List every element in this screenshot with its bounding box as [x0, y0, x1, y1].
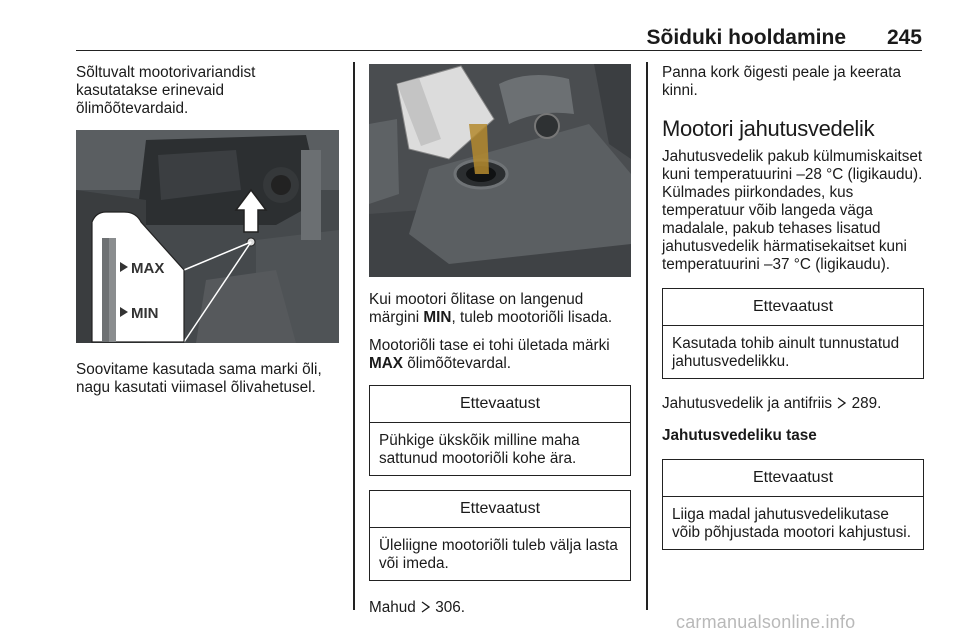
page-reference-icon — [837, 397, 846, 409]
min-level-text-end: , tuleb mootoriõli lisada. — [451, 309, 613, 326]
antifreeze-reference[interactable] — [662, 395, 924, 413]
min-label: MIN — [131, 305, 159, 322]
caution-box — [369, 490, 631, 581]
min-level-text — [369, 291, 631, 327]
subsection-title: Jahutusvedeliku tase — [662, 427, 817, 444]
caution-box — [369, 385, 631, 476]
caution-text: Kasutada tohib ainult tunnustatud jahutusvedelikku. — [672, 335, 900, 370]
header-title: Sõiduki hooldamine — [646, 26, 846, 49]
antifreeze-page: 289. — [851, 395, 882, 412]
column-divider — [353, 62, 355, 610]
watermark: carmanualsonline.info — [676, 612, 856, 632]
oil-fill-image — [369, 64, 631, 277]
caution-box — [662, 459, 924, 550]
capacity-page: 306. — [435, 599, 466, 616]
column-2 — [369, 64, 631, 627]
column-divider — [646, 62, 648, 610]
page-reference-icon — [421, 601, 430, 613]
column-1 — [76, 64, 339, 407]
caution-box — [662, 288, 924, 379]
max-mark: MAX — [369, 355, 403, 372]
min-mark: MIN — [423, 309, 452, 326]
max-level-text-start: Mootoriõli tase ei tohi ületada märki — [369, 337, 610, 354]
capacity-reference[interactable] — [369, 599, 631, 617]
max-label: MAX — [131, 260, 165, 277]
intro-text: Sõltuvalt mootorivariandist kasutatakse erinevaid õlimõõtevardaid. — [76, 64, 256, 117]
coolant-text: Jahutusvedelik pakub külmumiskaitset kuni temperatuurini –28 °C (ligikaudu). Külmades piirkondades, kus temperatuur võib langeda väga madalale, pakub tehases lisatud jahutusvedelik härmatisekaitset kuni temperatuurini –37 °C (ligikaudu). — [662, 148, 923, 273]
caution-title: Ettevaatust — [370, 491, 630, 528]
max-level-text — [369, 337, 631, 373]
capacity-label: Mahud — [369, 599, 416, 616]
close-cap-text: Panna kork õigesti peale ja keerata kinni. — [662, 64, 901, 99]
column-3 — [662, 64, 924, 564]
caution-text: Pühkige ükskõik milline maha sattunud mootoriõli kohe ära. — [379, 432, 580, 467]
recommend-text: Soovitame kasutada sama marki õli, nagu kasutati viimasel õlivahetusel. — [76, 361, 322, 396]
antifreeze-label: Jahutusvedelik ja antifriis — [662, 395, 833, 412]
max-level-text-end: õlimõõtevardal. — [403, 355, 511, 372]
caution-text: Liiga madal jahutusvedelikutase võib põhjustada mootori kahjustusi. — [672, 506, 911, 541]
caution-title: Ettevaatust — [663, 460, 923, 497]
caution-text: Üleliigne mootoriõli tuleb välja lasta või imeda. — [379, 537, 618, 572]
min-level-text-start: Kui mootori õlitase on langenud märgini — [369, 291, 584, 326]
page-header — [76, 26, 922, 51]
section-title: Mootori jahutusvedelik — [662, 116, 875, 141]
dipstick-image — [76, 130, 339, 343]
caution-title: Ettevaatust — [370, 386, 630, 423]
page-number: 245 — [886, 26, 922, 49]
caution-title: Ettevaatust — [663, 289, 923, 326]
